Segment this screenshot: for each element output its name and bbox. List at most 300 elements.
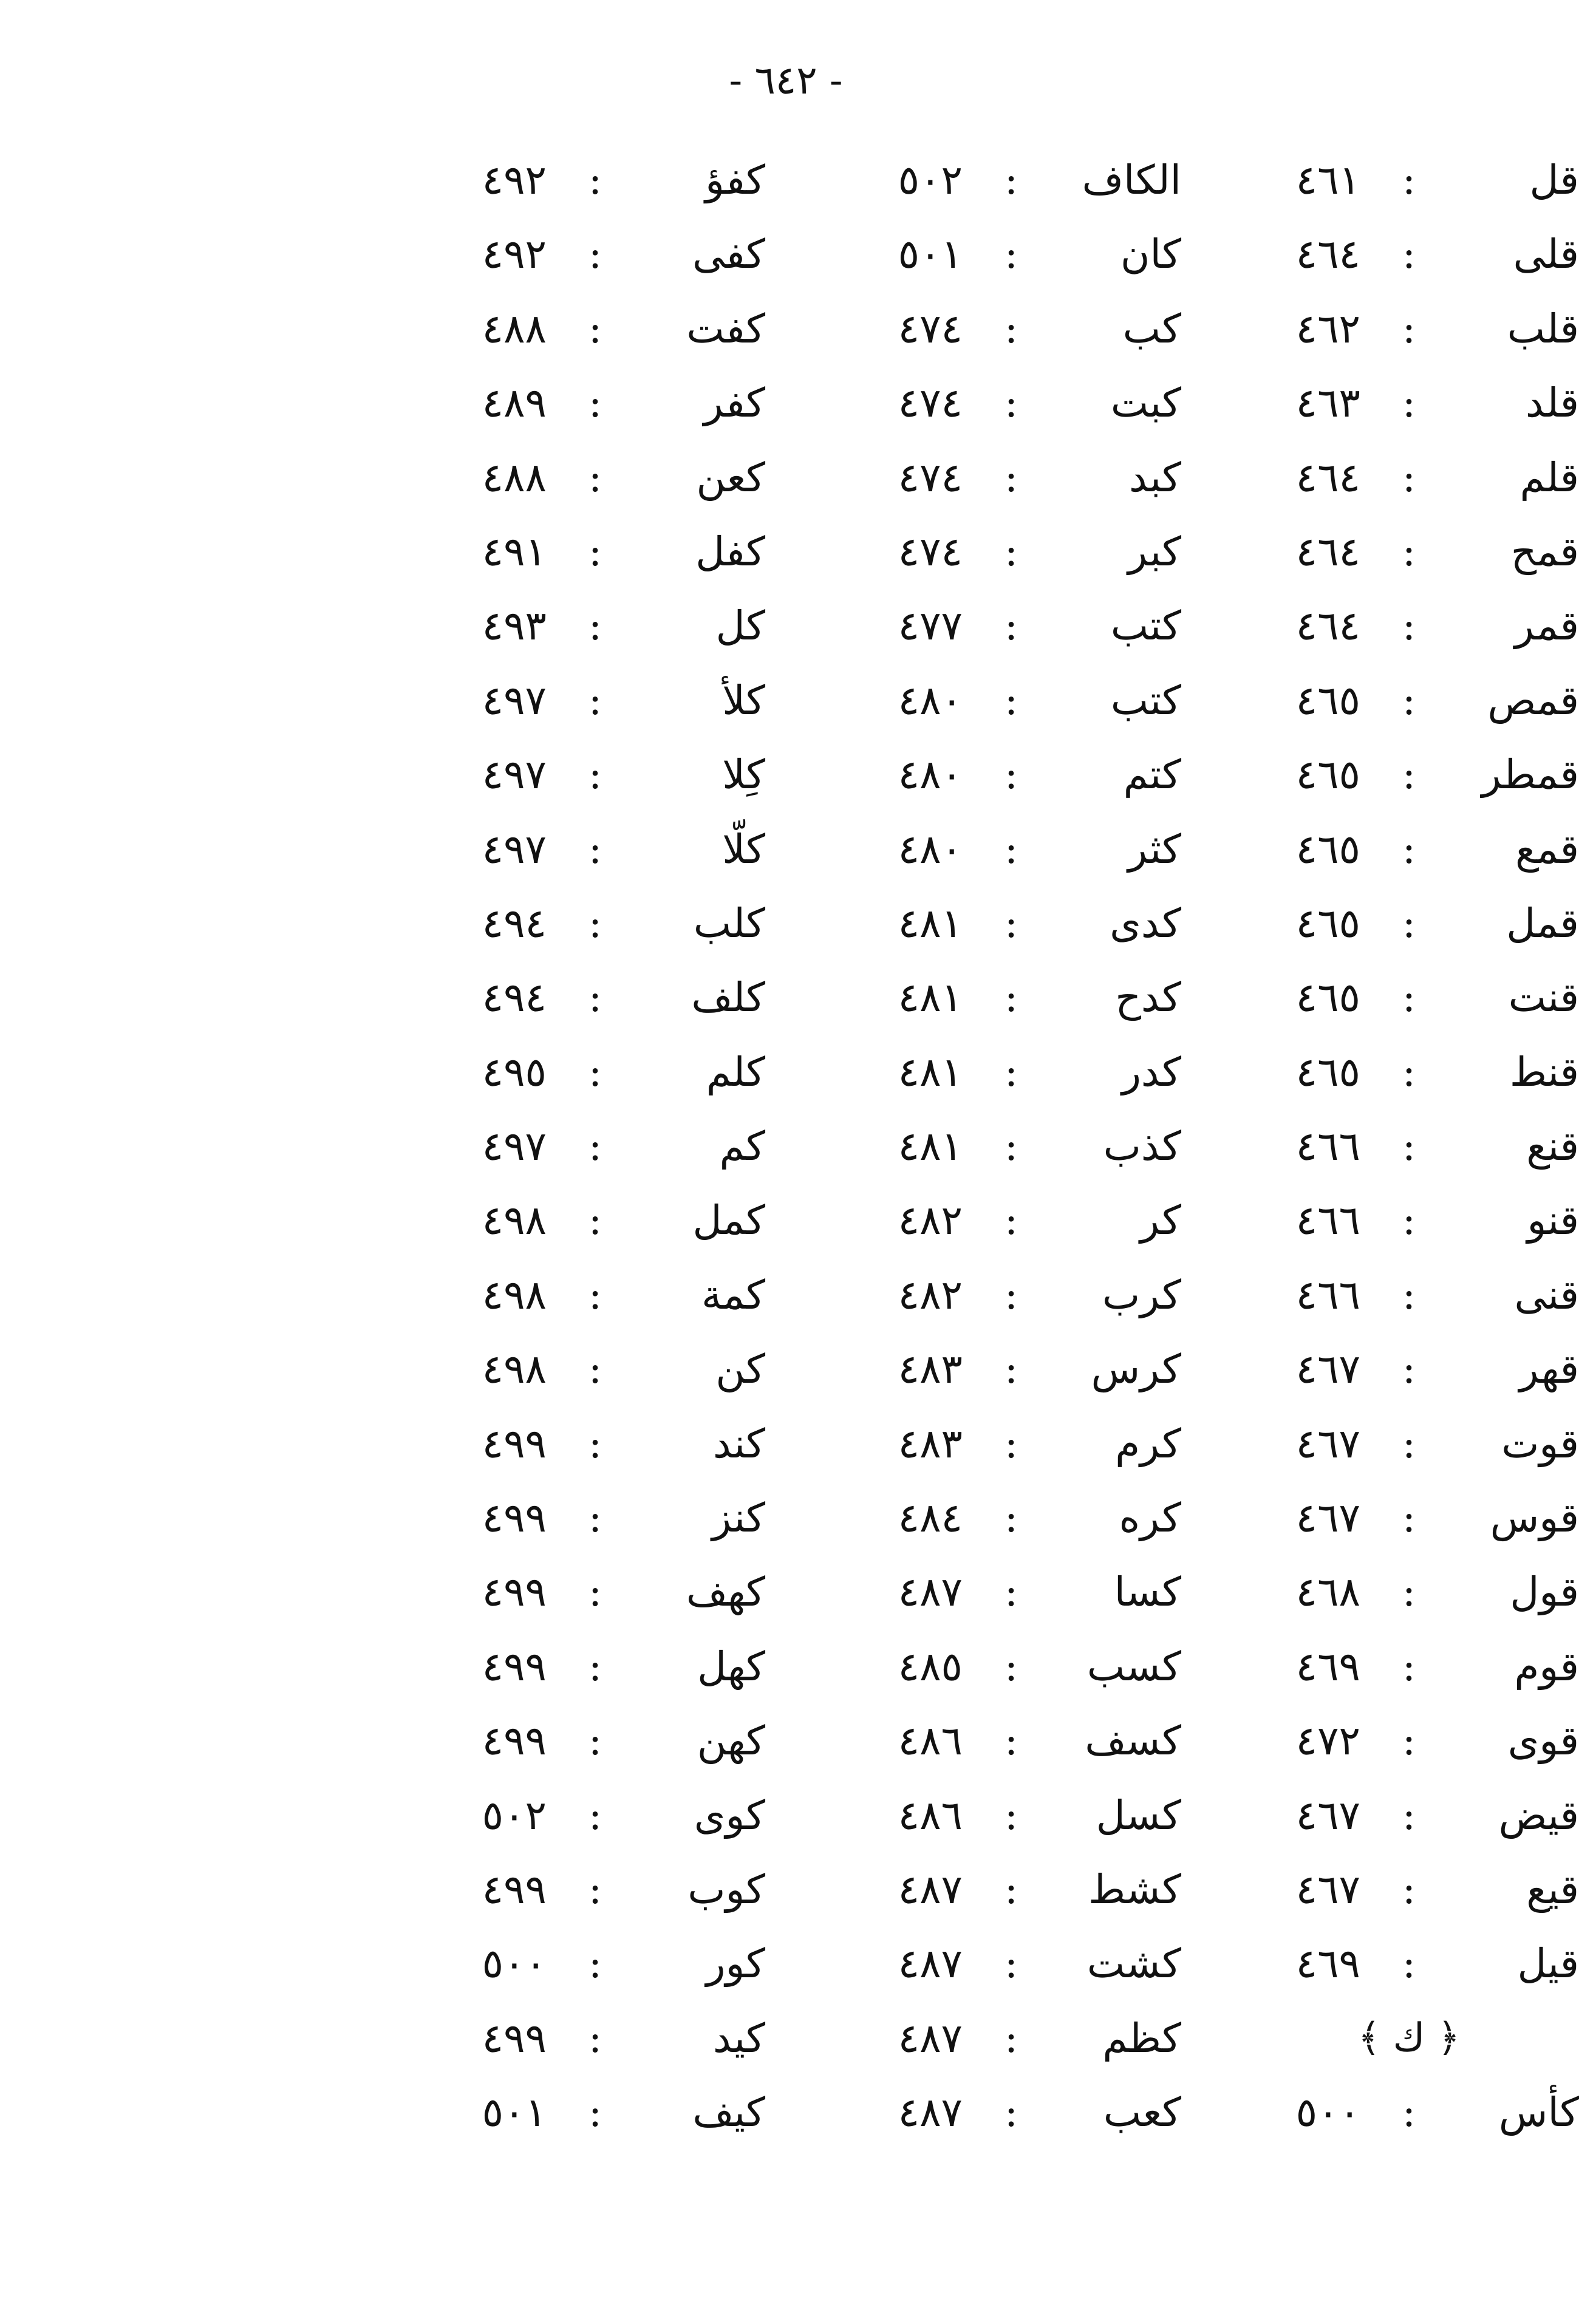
- index-entry: [1117, 1266, 1579, 1340]
- entry-word: قوى: [1507, 1717, 1579, 1765]
- index-entry: [304, 820, 765, 894]
- index-entry: [304, 1562, 765, 1637]
- entry-word: كشط: [1088, 1866, 1181, 1913]
- index-entry: [304, 2009, 765, 2083]
- index-entry: [720, 1934, 1181, 2008]
- entry-separator: :: [588, 825, 602, 873]
- entry-page-number: ٤٧٢: [1295, 1717, 1360, 1765]
- index-entry: [720, 225, 1181, 299]
- entry-page-number: ٤٩٨: [482, 1271, 547, 1318]
- entry-separator: :: [1402, 305, 1416, 352]
- entry-word: كبد: [1129, 454, 1181, 501]
- entry-page-number: ٤٧٧: [898, 602, 963, 650]
- entry-separator: :: [1004, 1123, 1018, 1170]
- entry-separator: :: [588, 1717, 602, 1765]
- entry-separator: :: [1402, 2089, 1416, 2136]
- entry-page-number: ٤٦٦: [1295, 1271, 1360, 1318]
- entry-page-number: ٤٦٤: [1295, 231, 1360, 278]
- entry-separator: :: [588, 1420, 602, 1467]
- entry-separator: :: [1402, 380, 1416, 427]
- entry-separator: :: [588, 157, 602, 203]
- entry-page-number: ٤٧٤: [898, 380, 963, 427]
- entry-separator: :: [1402, 1717, 1416, 1765]
- entry-separator: :: [588, 2089, 602, 2136]
- entry-page-number: ٥٠٢: [482, 1791, 547, 1839]
- entry-separator: :: [1004, 231, 1018, 278]
- entry-page-number: ٤٦٧: [1295, 1866, 1360, 1913]
- entry-separator: :: [588, 899, 602, 947]
- entry-page-number: ٤٩٩: [482, 1643, 547, 1690]
- index-entry: [1117, 448, 1579, 522]
- index-column-middle: [720, 151, 1181, 2158]
- entry-word: كرب: [1102, 1271, 1181, 1318]
- index-entry: [720, 299, 1181, 373]
- entry-separator: :: [1004, 1048, 1018, 1096]
- entry-page-number: ٤٨٦: [898, 1717, 963, 1765]
- entry-separator: :: [588, 1048, 602, 1096]
- entry-separator: :: [1004, 1494, 1018, 1542]
- entry-page-number: ٤٨٧: [898, 1940, 963, 1988]
- entry-word: قمطر: [1481, 751, 1579, 799]
- index-entry: [304, 1711, 765, 1785]
- entry-word: كدى: [1110, 899, 1181, 947]
- entry-separator: :: [1004, 2089, 1018, 2136]
- entry-page-number: ٤٨٢: [898, 1271, 963, 1318]
- entry-separator: :: [1402, 528, 1416, 575]
- entry-separator: :: [1004, 1271, 1018, 1318]
- entry-separator: :: [1402, 1346, 1416, 1393]
- entry-word: كور: [706, 1940, 765, 1988]
- index-entry: [720, 1860, 1181, 1934]
- index-entry: [720, 151, 1181, 225]
- entry-page-number: ٤٦٤: [1295, 454, 1360, 501]
- entry-page-number: ٤٨٨: [482, 305, 547, 352]
- index-entry: [304, 968, 765, 1042]
- entry-page-number: ٤٩٧: [482, 751, 547, 799]
- entry-page-number: ٤٩٩: [482, 1494, 547, 1542]
- entry-word: قيع: [1526, 1866, 1579, 1913]
- index-entry: [304, 894, 765, 968]
- index-entry: [720, 820, 1181, 894]
- entry-word: كرس: [1091, 1346, 1181, 1393]
- index-entry: [304, 1266, 765, 1340]
- entry-word: كوب: [687, 1866, 765, 1913]
- entry-word: الكاف: [1082, 157, 1181, 203]
- entry-page-number: ٤٦٢: [1295, 305, 1360, 352]
- entry-word: كان: [1120, 231, 1181, 278]
- index-entry: [304, 671, 765, 745]
- entry-word: كعب: [1103, 2089, 1181, 2136]
- entry-word: قلب: [1507, 305, 1579, 352]
- entry-word: كلب: [693, 899, 765, 947]
- entry-separator: :: [588, 1940, 602, 1988]
- index-entry: [1117, 968, 1579, 1042]
- index-entry: [1117, 671, 1579, 745]
- entry-separator: :: [1402, 1866, 1416, 1913]
- index-entry: [720, 968, 1181, 1042]
- entry-word: كلّا: [722, 825, 765, 873]
- entry-page-number: ٤٧٤: [898, 305, 963, 352]
- entry-word: قهر: [1519, 1346, 1579, 1393]
- index-entry: [1117, 1414, 1579, 1488]
- entry-word: كهف: [686, 1569, 765, 1616]
- entry-separator: :: [588, 380, 602, 427]
- entry-page-number: ٤٨٠: [898, 676, 963, 724]
- index-entry: [720, 448, 1181, 522]
- entry-page-number: ٤٦٧: [1295, 1346, 1360, 1393]
- entry-separator: :: [1402, 1569, 1416, 1616]
- index-entry: [720, 1562, 1181, 1637]
- index-entry: [1117, 1562, 1579, 1637]
- entry-page-number: ٤٦٨: [1295, 1569, 1360, 1616]
- entry-separator: :: [1402, 1123, 1416, 1170]
- entry-page-number: ٥٠١: [898, 231, 963, 278]
- index-entry: [720, 1637, 1181, 1711]
- entry-page-number: ٤٩٢: [482, 231, 547, 278]
- entry-page-number: ٤٦٥: [1295, 899, 1360, 947]
- index-entry: [1117, 373, 1579, 448]
- entry-page-number: ٤٩٧: [482, 825, 547, 873]
- index-entry: [304, 1786, 765, 1860]
- index-entry: [1117, 522, 1579, 596]
- index-entry: [1117, 1340, 1579, 1414]
- entry-separator: :: [1402, 1197, 1416, 1244]
- entry-page-number: ٤٨٧: [898, 1866, 963, 1913]
- index-entry: [1117, 1043, 1579, 1117]
- entry-page-number: ٥٠٠: [482, 1940, 547, 1988]
- entry-word: كر: [1140, 1197, 1181, 1244]
- entry-separator: :: [1004, 1791, 1018, 1839]
- index-entry: [720, 745, 1181, 819]
- index-entry: [304, 1860, 765, 1934]
- index-entry: [304, 1934, 765, 2008]
- entry-word: كمل: [692, 1197, 765, 1244]
- entry-word: كلأ: [722, 676, 765, 724]
- entry-separator: :: [1004, 751, 1018, 799]
- entry-word: قل: [1529, 157, 1579, 203]
- index-column-right: [1117, 151, 1579, 2158]
- index-entry: [304, 448, 765, 522]
- index-entry: [304, 2083, 765, 2157]
- entry-word: كنز: [712, 1494, 765, 1542]
- entry-word: كند: [713, 1420, 765, 1467]
- entry-word: كِلا: [722, 751, 765, 799]
- index-entry: [1117, 151, 1579, 225]
- entry-word: قوت: [1501, 1420, 1579, 1467]
- entry-word: قيل: [1517, 1940, 1579, 1988]
- index-entry: [304, 225, 765, 299]
- index-entry: [720, 1117, 1181, 1191]
- entry-page-number: ٤٦٩: [1295, 1940, 1360, 1988]
- index-entry: [1117, 1786, 1579, 1860]
- entry-word: كمة: [701, 1271, 765, 1318]
- entry-page-number: ٤٨١: [898, 899, 963, 947]
- index-entry: [720, 1711, 1181, 1785]
- entry-page-number: ٤٦٦: [1295, 1123, 1360, 1170]
- index-entry: [720, 1266, 1181, 1340]
- entry-page-number: ٤٨٧: [898, 2089, 963, 2136]
- entry-page-number: ٥٠١: [482, 2089, 547, 2136]
- entry-separator: :: [1402, 974, 1416, 1021]
- section-header-label: ﴿ ك ﴾: [1357, 2015, 1461, 2060]
- index-entry: [1117, 225, 1579, 299]
- entry-page-number: ٤٨٢: [898, 1197, 963, 1244]
- index-entry: [1117, 1637, 1579, 1711]
- index-entry: [304, 745, 765, 819]
- index-entry: [720, 1414, 1181, 1488]
- entry-separator: :: [588, 231, 602, 278]
- entry-word: كفؤ: [705, 157, 765, 203]
- entry-word: قمح: [1510, 528, 1579, 575]
- entry-separator: :: [1402, 1643, 1416, 1690]
- entry-page-number: ٥٠٢: [898, 157, 963, 203]
- entry-word: قنت: [1508, 974, 1579, 1021]
- entry-page-number: ٤٩٩: [482, 1717, 547, 1765]
- entry-word: قنط: [1509, 1048, 1579, 1096]
- index-entry: [304, 299, 765, 373]
- index-entry: [720, 1191, 1181, 1265]
- index-entry: [304, 373, 765, 448]
- entry-separator: :: [1004, 305, 1018, 352]
- index-entry: [304, 1488, 765, 1562]
- entry-separator: :: [1402, 231, 1416, 278]
- entry-page-number: ٤٨٥: [898, 1643, 963, 1690]
- entry-word: كل: [715, 602, 765, 650]
- entry-separator: :: [1004, 825, 1018, 873]
- entry-page-number: ٤٨٧: [898, 1569, 963, 1616]
- index-entry: [720, 596, 1181, 670]
- entry-page-number: ٥٠٠: [1295, 2089, 1360, 2136]
- entry-separator: :: [588, 2014, 602, 2062]
- entry-word: كفت: [686, 305, 765, 352]
- entry-word: كلف: [691, 974, 765, 1021]
- entry-page-number: ٤٨٠: [898, 825, 963, 873]
- entry-word: كدح: [1115, 974, 1181, 1021]
- entry-page-number: ٤٨١: [898, 974, 963, 1021]
- entry-word: قلى: [1513, 231, 1579, 278]
- entry-separator: :: [1402, 157, 1416, 203]
- entry-separator: :: [1004, 528, 1018, 575]
- entry-word: قلم: [1519, 454, 1579, 501]
- entry-separator: :: [1402, 1271, 1416, 1318]
- entry-separator: :: [588, 1494, 602, 1542]
- entry-word: قمع: [1515, 825, 1579, 873]
- entry-page-number: ٤٨٧: [898, 2014, 963, 2062]
- entry-separator: :: [1402, 1791, 1416, 1839]
- entry-separator: :: [1004, 1197, 1018, 1244]
- entry-separator: :: [588, 1866, 602, 1913]
- entry-page-number: ٤٦٧: [1295, 1791, 1360, 1839]
- index-entry: [720, 1043, 1181, 1117]
- entry-page-number: ٤٩٩: [482, 1866, 547, 1913]
- index-entry: [720, 671, 1181, 745]
- entry-word: كهن: [697, 1717, 765, 1765]
- entry-page-number: ٤٩٨: [482, 1346, 547, 1393]
- entry-page-number: ٤٩٩: [482, 1569, 547, 1616]
- entry-word: كيف: [692, 2089, 765, 2136]
- index-entry: [304, 1414, 765, 1488]
- page-number: - ٦٤٢ -: [729, 58, 843, 103]
- entry-word: قوس: [1490, 1494, 1579, 1542]
- entry-word: كيد: [713, 2014, 765, 2062]
- index-entry: [720, 1786, 1181, 1860]
- entry-word: كم: [719, 1123, 765, 1170]
- entry-page-number: ٤٦٥: [1295, 751, 1360, 799]
- entry-page-number: ٤٨٣: [898, 1420, 963, 1467]
- entry-word: قوم: [1514, 1643, 1579, 1690]
- entry-page-number: ٤٨٣: [898, 1346, 963, 1393]
- entry-word: كبر: [1128, 528, 1181, 575]
- entry-separator: :: [1004, 602, 1018, 650]
- entry-page-number: ٤٦٦: [1295, 1197, 1360, 1244]
- index-entry: [304, 1191, 765, 1265]
- entry-separator: :: [1402, 602, 1416, 650]
- entry-word: كسل: [1096, 1791, 1181, 1839]
- index-entry: [1117, 820, 1579, 894]
- entry-separator: :: [588, 1123, 602, 1170]
- entry-word: كب: [1122, 305, 1181, 352]
- index-entry: [720, 1340, 1181, 1414]
- entry-word: كذب: [1103, 1123, 1181, 1170]
- entry-word: كسف: [1085, 1717, 1181, 1765]
- entry-separator: :: [1004, 899, 1018, 947]
- index-entry: [304, 1043, 765, 1117]
- entry-page-number: ٤٨٩: [482, 380, 547, 427]
- entry-separator: :: [588, 676, 602, 724]
- entry-separator: :: [588, 528, 602, 575]
- index-entry: [304, 1117, 765, 1191]
- index-entry: [1117, 894, 1579, 968]
- index-entry: [720, 373, 1181, 448]
- entry-page-number: ٤٩٥: [482, 1048, 547, 1096]
- entry-separator: :: [1004, 1569, 1018, 1616]
- entry-page-number: ٤٦١: [1295, 157, 1360, 203]
- entry-word: قيض: [1498, 1791, 1579, 1839]
- entry-page-number: ٤٦٥: [1295, 974, 1360, 1021]
- entry-page-number: ٤٧٤: [898, 528, 963, 575]
- entry-separator: :: [1402, 454, 1416, 501]
- entry-separator: :: [1004, 676, 1018, 724]
- entry-separator: :: [1402, 676, 1416, 724]
- entry-separator: :: [588, 1643, 602, 1690]
- entry-word: قول: [1510, 1569, 1579, 1616]
- entry-page-number: ٤٩٣: [482, 602, 547, 650]
- entry-page-number: ٤٩١: [482, 528, 547, 575]
- entry-word: قمص: [1487, 676, 1579, 724]
- index-entry: [720, 1488, 1181, 1562]
- entry-word: كفل: [695, 528, 765, 575]
- entry-page-number: ٤٩٩: [482, 1420, 547, 1467]
- entry-separator: :: [1004, 380, 1018, 427]
- entry-word: كظم: [1102, 2014, 1181, 2062]
- entry-page-number: ٤٦٧: [1295, 1420, 1360, 1467]
- entry-separator: :: [1004, 1717, 1018, 1765]
- entry-word: كتب: [1110, 602, 1181, 650]
- entry-word: كفر: [703, 380, 765, 427]
- entry-page-number: ٤٩٩: [482, 2014, 547, 2062]
- entry-separator: :: [1402, 825, 1416, 873]
- entry-separator: :: [1402, 1494, 1416, 1542]
- entry-page-number: ٤٦٥: [1295, 676, 1360, 724]
- index-entry: [304, 596, 765, 670]
- entry-word: كسا: [1114, 1569, 1181, 1616]
- entry-separator: :: [1004, 1420, 1018, 1467]
- entry-separator: :: [588, 1271, 602, 1318]
- entry-separator: :: [1004, 1643, 1018, 1690]
- entry-separator: :: [1402, 1048, 1416, 1096]
- entry-word: قنو: [1527, 1197, 1579, 1244]
- index-entry: [720, 522, 1181, 596]
- entry-word: كسب: [1086, 1643, 1181, 1690]
- entry-separator: :: [1402, 1940, 1416, 1988]
- entry-page-number: ٤٦٥: [1295, 1048, 1360, 1096]
- entry-separator: :: [588, 1791, 602, 1839]
- index-entry: [720, 2009, 1181, 2083]
- entry-separator: :: [588, 305, 602, 352]
- entry-word: قنى: [1514, 1271, 1579, 1318]
- entry-word: كدر: [1122, 1048, 1181, 1096]
- entry-separator: :: [1402, 899, 1416, 947]
- entry-separator: :: [588, 602, 602, 650]
- entry-page-number: ٤٦٥: [1295, 825, 1360, 873]
- entry-page-number: ٤٨٠: [898, 751, 963, 799]
- entry-word: كعن: [696, 454, 765, 501]
- index-entry: [304, 1637, 765, 1711]
- index-entry: [720, 894, 1181, 968]
- entry-word: كهل: [697, 1643, 765, 1690]
- entry-page-number: ٤٩٢: [482, 157, 547, 203]
- index-entry: [1117, 299, 1579, 373]
- entry-word: قلد: [1525, 380, 1579, 427]
- index-entry: [1117, 1711, 1579, 1785]
- entry-separator: :: [1402, 1420, 1416, 1467]
- entry-word: كبت: [1110, 380, 1181, 427]
- entry-word: كوى: [694, 1791, 765, 1839]
- index-entry: [1117, 1117, 1579, 1191]
- entry-page-number: ٤٨٤: [898, 1494, 963, 1542]
- index-entry: [304, 1340, 765, 1414]
- entry-separator: :: [588, 974, 602, 1021]
- section-header: [1117, 2009, 1579, 2083]
- index-entry: [304, 151, 765, 225]
- entry-page-number: ٤٨٦: [898, 1791, 963, 1839]
- index-entry: [1117, 1934, 1579, 2008]
- entry-word: قمل: [1506, 899, 1579, 947]
- entry-word: كتب: [1110, 676, 1181, 724]
- entry-separator: :: [1004, 974, 1018, 1021]
- entry-word: كأس: [1498, 2089, 1579, 2136]
- index-entry: [1117, 1488, 1579, 1562]
- entry-page-number: ٤٨٨: [482, 454, 547, 501]
- index-entry: [1117, 745, 1579, 819]
- entry-page-number: ٤٧٤: [898, 454, 963, 501]
- entry-separator: :: [1402, 751, 1416, 799]
- entry-page-number: ٤٩٤: [482, 974, 547, 1021]
- entry-word: قمر: [1514, 602, 1579, 650]
- entry-separator: :: [588, 1569, 602, 1616]
- entry-separator: :: [1004, 1866, 1018, 1913]
- entry-page-number: ٤٩٤: [482, 899, 547, 947]
- entry-word: كثر: [1128, 825, 1181, 873]
- entry-word: قنع: [1526, 1123, 1579, 1170]
- entry-page-number: ٤٨١: [898, 1123, 963, 1170]
- index-columns: [0, 151, 1579, 2155]
- entry-page-number: ٤٦٣: [1295, 380, 1360, 427]
- entry-page-number: ٤٦٩: [1295, 1643, 1360, 1690]
- entry-separator: :: [588, 1346, 602, 1393]
- entry-separator: :: [1004, 2014, 1018, 2062]
- entry-separator: :: [1004, 454, 1018, 501]
